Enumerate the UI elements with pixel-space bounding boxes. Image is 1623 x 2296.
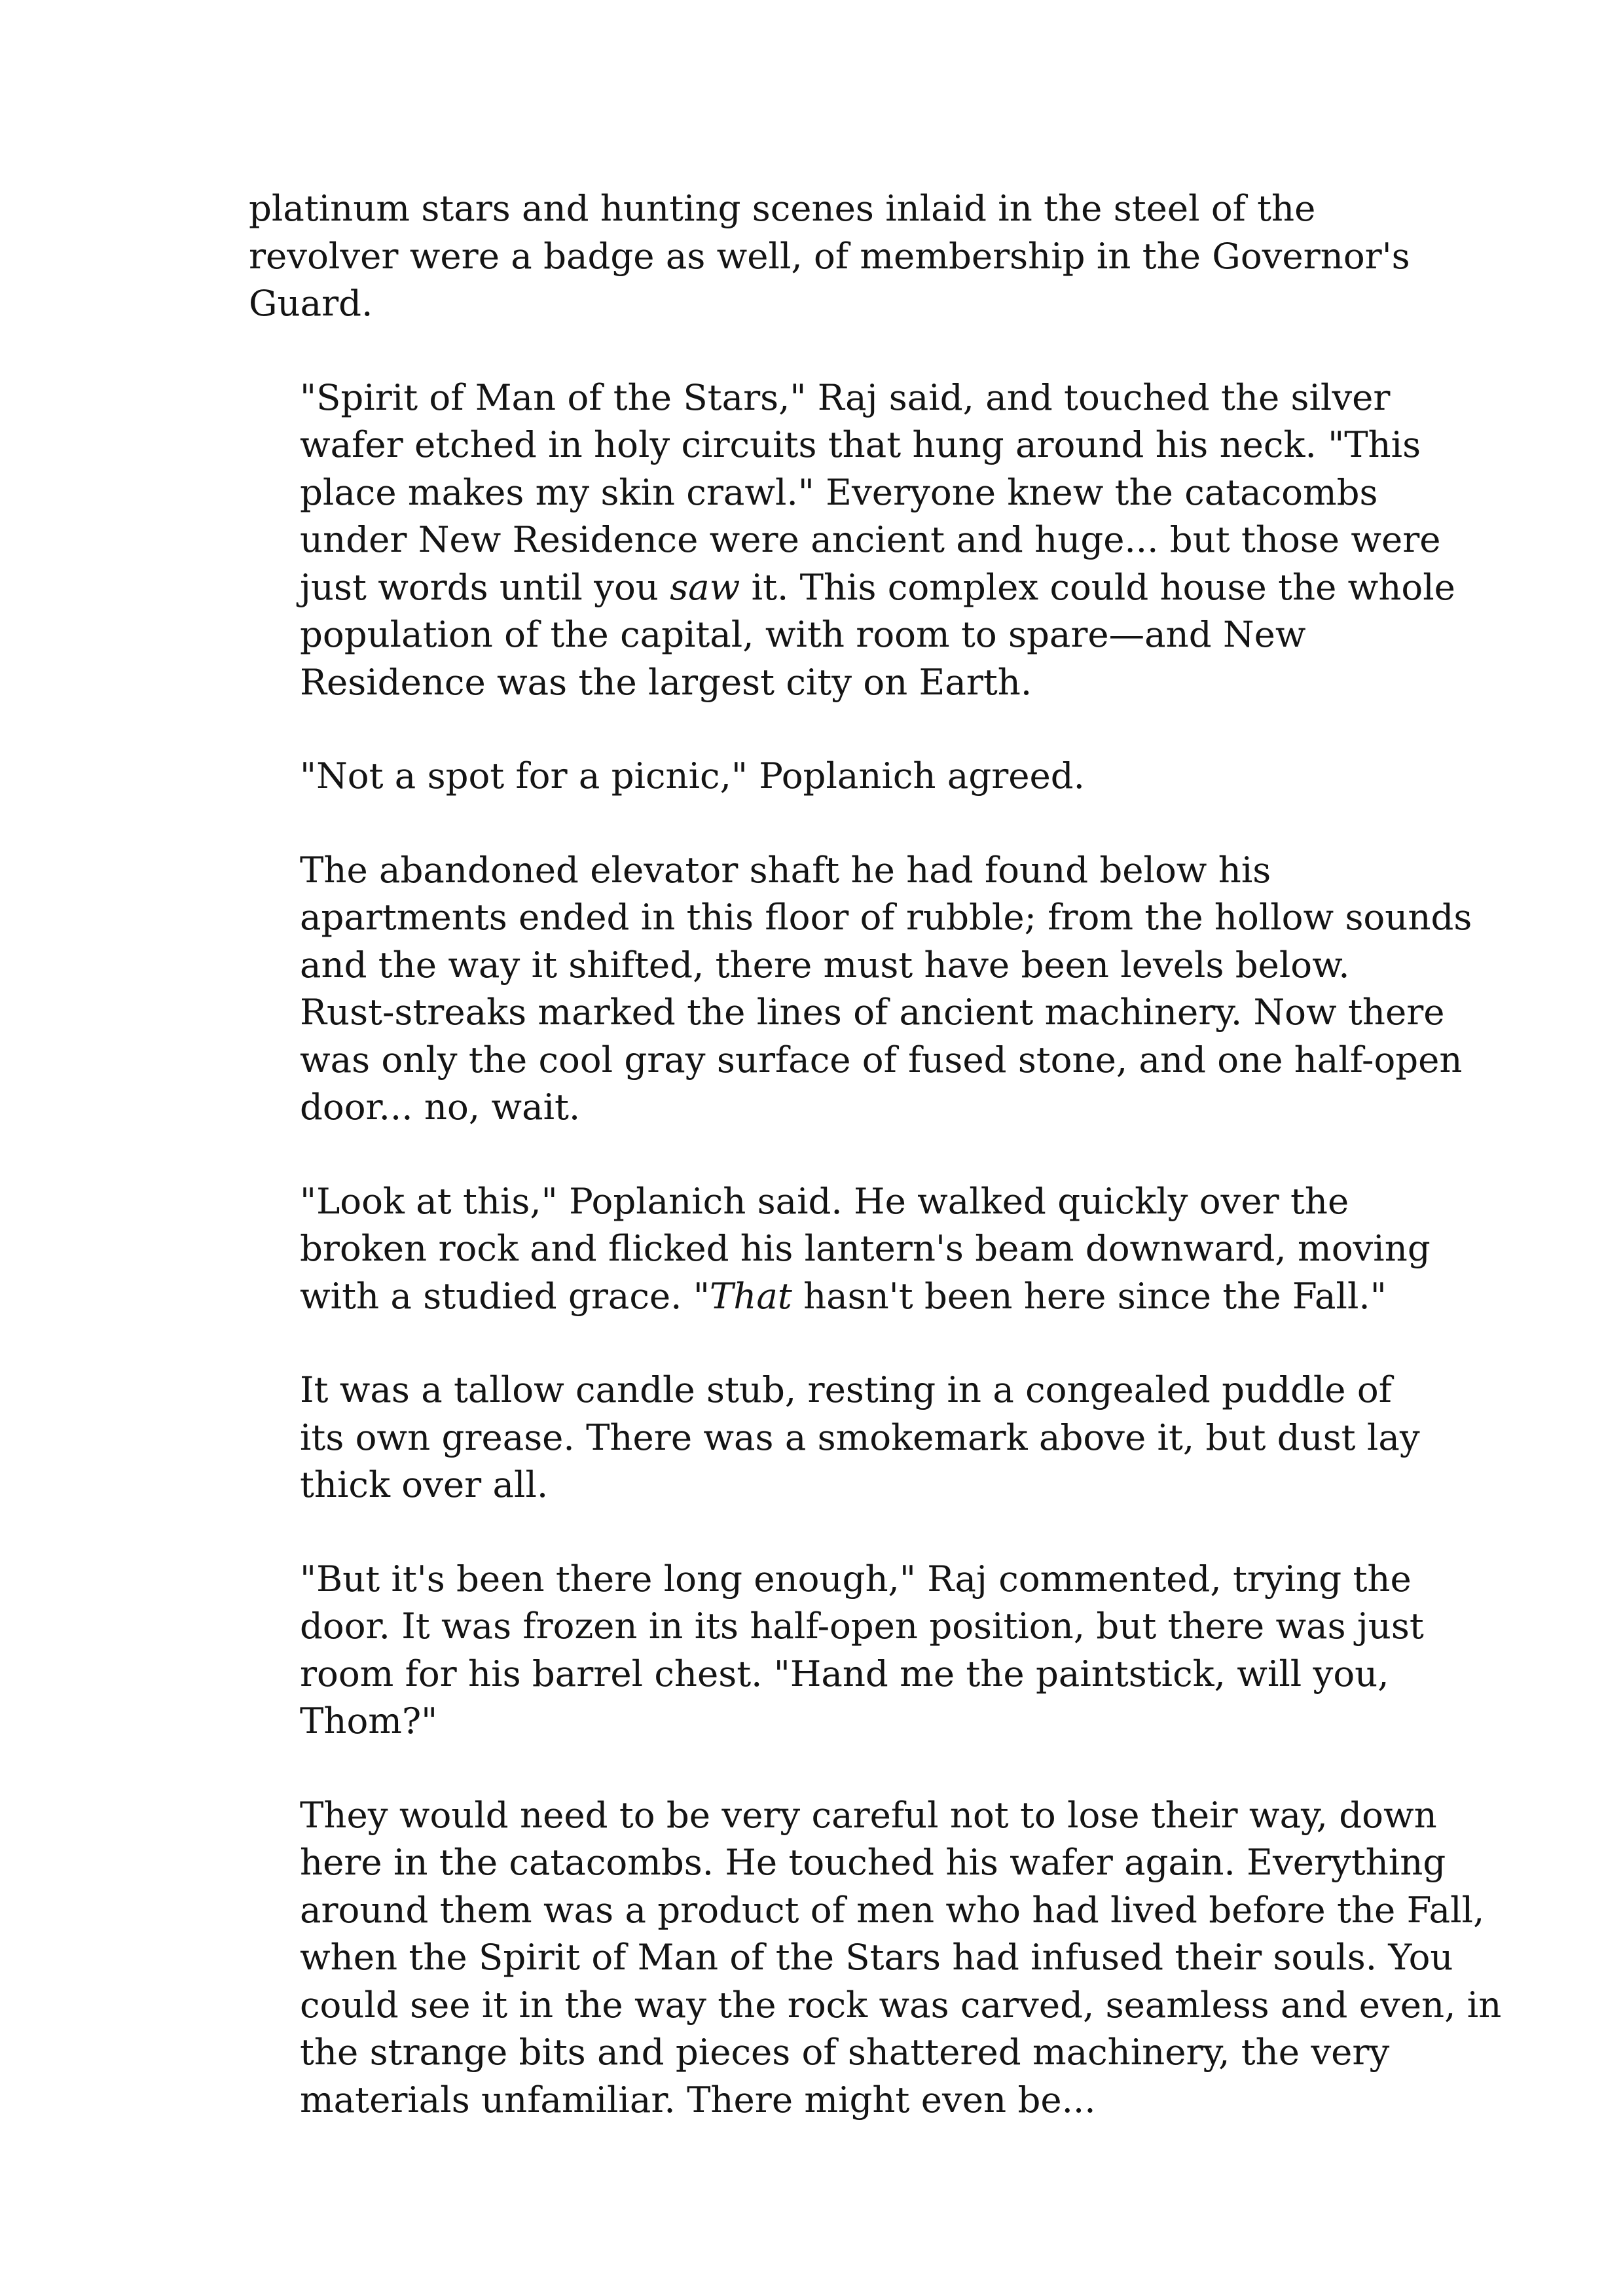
text-line: could see it in the way the rock was carved, seamless and even, in: [300, 1983, 1502, 2026]
text-line: "Look at this," Poplanich said. He walked quickly over the: [300, 1179, 1349, 1222]
paragraph: [249, 1366, 1420, 1509]
paragraph: [249, 752, 1401, 800]
text-line: population of the capital, with room to spare—and New: [300, 613, 1306, 655]
emphasis-text: saw: [670, 565, 740, 608]
text-line: It was a tallow candle stub, resting in a congealed puddle of: [300, 1369, 1392, 1410]
text-line: door. It was frozen in its half-open position, but there was just: [300, 1605, 1424, 1647]
text-run: with a studied grace. ": [300, 1274, 710, 1317]
text-line: wafer etched in holy circuits that hung around his neck. "This: [300, 423, 1421, 465]
text-line: broken rock and flicked his lantern's beam downward, moving: [300, 1227, 1431, 1269]
text-line: Residence was the largest city on Earth.: [300, 660, 1032, 703]
paragraph: [249, 846, 1472, 1131]
text-line: when the Spirit of Man of the Stars had infused their souls. You: [300, 1936, 1453, 1978]
text-line: apartments ended in this floor of rubble; from the hollow sounds: [300, 896, 1472, 938]
text-line: around them was a product of men who had lived before the Fall,: [300, 1888, 1485, 1931]
text-line: room for his barrel chest. "Hand me the paintstick, will you,: [300, 1652, 1389, 1695]
emphasis-text: That: [709, 1274, 792, 1317]
text-line: "But it's been there long enough," Raj commented, trying the: [300, 1557, 1412, 1600]
document-page: [249, 185, 1502, 2170]
text-line: was only the cool gray surface of fused stone, and one half-open: [300, 1038, 1463, 1081]
text-line: The abandoned elevator shaft he had found below his: [300, 848, 1271, 891]
paragraph: [249, 1177, 1431, 1320]
text-line: [249, 1272, 1401, 1320]
text-line: here in the catacombs. He touched his wafer again. Everything: [300, 1841, 1446, 1883]
text-run: hasn't been here since the Fall.": [792, 1274, 1387, 1317]
text-run: it. This complex could house the whole: [740, 565, 1455, 608]
text-line: its own grease. There was a smokemark above it, but dust lay: [300, 1416, 1420, 1458]
paragraph: [249, 374, 1455, 706]
paragraph: [249, 1791, 1502, 2124]
text-line: platinum stars and hunting scenes inlaid in the steel of the: [249, 187, 1316, 229]
text-line: Rust-streaks marked the lines of ancient machinery. Now there: [300, 991, 1445, 1033]
text-line: the strange bits and pieces of shattered machinery, the very: [300, 2031, 1390, 2073]
text-line: [249, 564, 1455, 611]
text-line: Thom?": [300, 1700, 438, 1742]
text-line: revolver were a badge as well, of membership in the Governor's: [249, 234, 1410, 277]
text-line: place makes my skin crawl." Everyone knew the catacombs: [300, 471, 1378, 513]
text-line: under New Residence were ancient and huge... but those were: [300, 518, 1441, 560]
text-line: "Not a spot for a picnic," Poplanich agreed.: [300, 755, 1085, 797]
text-line: thick over all.: [300, 1463, 549, 1505]
text-line: Guard.: [249, 282, 373, 324]
text-line: door... no, wait.: [300, 1086, 581, 1128]
paragraph: [249, 185, 1410, 327]
text-line: They would need to be very careful not to lose their way, down: [300, 1793, 1437, 1836]
text-line: and the way it shifted, there must have been levels below.: [300, 943, 1350, 986]
text-line: "Spirit of Man of the Stars," Raj said, and touched the silver: [300, 376, 1391, 418]
text-run: just words until you: [300, 565, 670, 608]
paragraph: [249, 1555, 1424, 1745]
text-line: materials unfamiliar. There might even be...: [300, 2078, 1096, 2121]
